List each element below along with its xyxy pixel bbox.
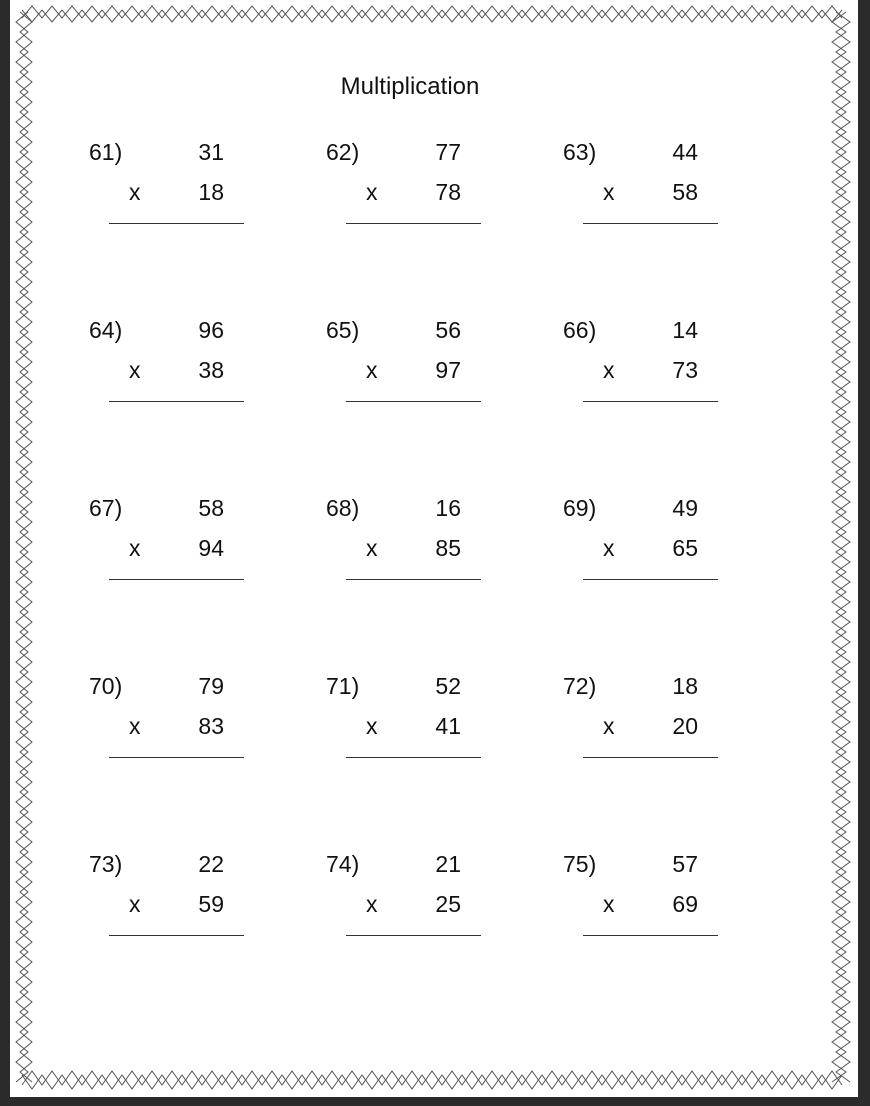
multiplier: 73 (672, 357, 698, 383)
multiplier: 18 (198, 179, 224, 205)
multiply-sign: x (603, 891, 615, 917)
answer-line (583, 935, 718, 936)
problem-number: 71) (326, 673, 360, 699)
answer-line (346, 757, 481, 758)
problem-item (89, 495, 239, 595)
multiply-sign: x (129, 891, 141, 917)
multiplier: 41 (435, 713, 461, 739)
problem-number: 68) (326, 495, 360, 521)
multiplicand: 52 (435, 673, 461, 699)
problem-number: 74) (326, 851, 360, 877)
multiplier: 83 (198, 713, 224, 739)
problem-item (563, 495, 713, 595)
border-top (22, 6, 842, 18)
multiplicand: 49 (672, 495, 698, 521)
multiplier: 20 (672, 713, 698, 739)
problem-item (89, 139, 239, 239)
multiplicand: 31 (198, 139, 224, 165)
problem-item (326, 495, 476, 595)
answer-line (346, 935, 481, 936)
problem-number: 72) (563, 673, 597, 699)
border-bottom (22, 1071, 842, 1085)
multiplier: 65 (672, 535, 698, 561)
multiplicand: 56 (435, 317, 461, 343)
multiply-sign: x (129, 179, 141, 205)
problem-item (326, 317, 476, 417)
problem-number: 62) (326, 139, 360, 165)
problem-number: 65) (326, 317, 360, 343)
multiplicand: 77 (435, 139, 461, 165)
multiply-sign: x (366, 535, 378, 561)
problem-item (89, 851, 239, 951)
multiplicand: 96 (198, 317, 224, 343)
problem-item (563, 851, 713, 951)
multiply-sign: x (129, 535, 141, 561)
multiplicand: 18 (672, 673, 698, 699)
multiplicand: 58 (198, 495, 224, 521)
multiplier: 59 (198, 891, 224, 917)
answer-line (346, 401, 481, 402)
answer-line (109, 757, 244, 758)
multiply-sign: x (603, 713, 615, 739)
multiplier: 78 (435, 179, 461, 205)
problem-number: 66) (563, 317, 597, 343)
multiply-sign: x (366, 179, 378, 205)
multiplier: 25 (435, 891, 461, 917)
multiplicand: 57 (672, 851, 698, 877)
problem-number: 63) (563, 139, 597, 165)
multiply-sign: x (129, 713, 141, 739)
answer-line (109, 401, 244, 402)
border-right (836, 12, 850, 1082)
multiply-sign: x (129, 357, 141, 383)
multiply-sign: x (366, 713, 378, 739)
problem-number: 75) (563, 851, 597, 877)
problem-number: 73) (89, 851, 123, 877)
border-right (832, 12, 846, 1082)
answer-line (583, 757, 718, 758)
problem-item (563, 317, 713, 417)
problem-number: 67) (89, 495, 123, 521)
problem-number: 64) (89, 317, 123, 343)
problem-item (326, 851, 476, 951)
page-title: Multiplication (340, 73, 480, 100)
answer-line (109, 223, 244, 224)
answer-line (583, 401, 718, 402)
answer-line (346, 223, 481, 224)
problem-number: 69) (563, 495, 597, 521)
problem-item (89, 317, 239, 417)
answer-line (583, 223, 718, 224)
multiplicand: 16 (435, 495, 461, 521)
multiplicand: 22 (198, 851, 224, 877)
border-bottom (22, 1075, 842, 1089)
problem-number: 61) (89, 139, 123, 165)
problem-item (563, 139, 713, 239)
answer-line (583, 579, 718, 580)
multiplicand: 44 (672, 139, 698, 165)
problem-item (89, 673, 239, 773)
multiply-sign: x (366, 891, 378, 917)
problem-item (326, 139, 476, 239)
multiplier: 58 (672, 179, 698, 205)
multiplier: 97 (435, 357, 461, 383)
multiply-sign: x (603, 179, 615, 205)
multiplier: 69 (672, 891, 698, 917)
multiplicand: 14 (672, 317, 698, 343)
multiplier: 38 (198, 357, 224, 383)
problem-item (326, 673, 476, 773)
multiplicand: 21 (435, 851, 461, 877)
multiplier: 94 (198, 535, 224, 561)
border-top (22, 10, 842, 22)
multiplicand: 79 (198, 673, 224, 699)
problem-item (563, 673, 713, 773)
problem-number: 70) (89, 673, 123, 699)
multiplier: 85 (435, 535, 461, 561)
answer-line (346, 579, 481, 580)
multiply-sign: x (603, 535, 615, 561)
answer-line (109, 935, 244, 936)
multiply-sign: x (366, 357, 378, 383)
multiply-sign: x (603, 357, 615, 383)
answer-line (109, 579, 244, 580)
worksheet-page (10, 0, 858, 1097)
